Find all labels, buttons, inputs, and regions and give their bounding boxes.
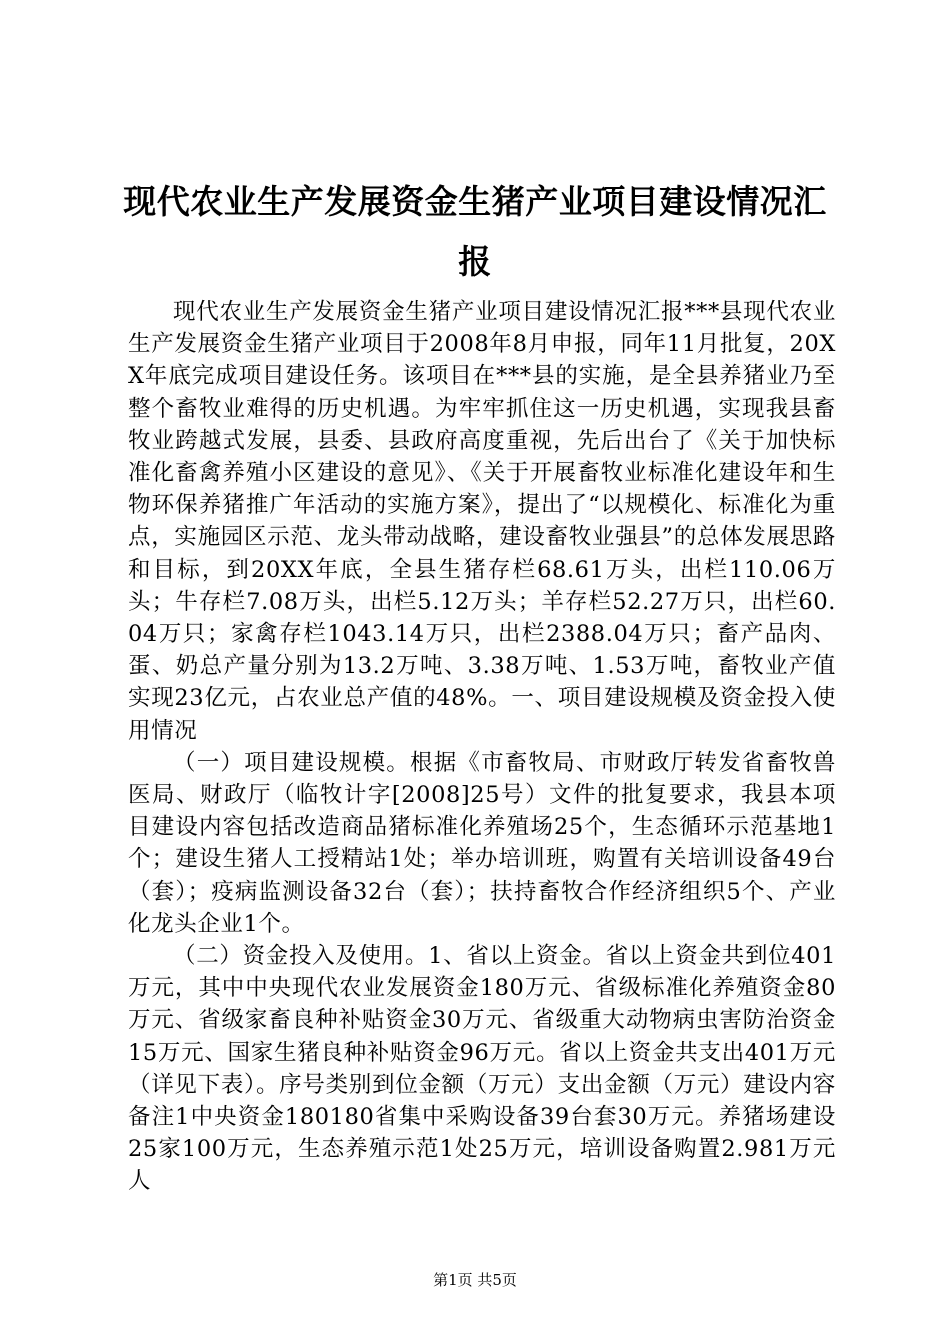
document-title: 现代农业生产发展资金生猪产业项目建设情况汇报	[123, 182, 827, 281]
page-number-footer: 第1页 共5页	[433, 1271, 517, 1289]
paragraph-intro: 现代农业生产发展资金生猪产业项目建设情况汇报***县现代农业生产发展资金生猪产业项目于2008年8月申报，同年11月批复，20XX年底完成项目建设任务。该项目在***县的实施，是全县养猪业乃至整个畜牧业难得的历史机遇。为牢牢抓住这一历史机遇，实现我县畜牧业跨越式发展，县委、县政府高度重视，先后出台了《关于加快标准化畜禽养殖小区建设的意见》、《关于开展畜牧业标准化建设年和生物环保养猪推广年活动的实施方案》，提出了“以规模化、标准化为重点，实施园区示范、龙头带动战略，建设畜牧业强县”的总体发展思路和目标，到20XX年底，全县生猪存栏68.61万头，出栏110.06万头；牛存栏7.08万头，出栏5.12万头；羊存栏52.27万只，出栏60.04万只；家禽存栏1043.14万只，出栏2388.04万只；畜产品肉、蛋、奶总产量分别为13.2万吨、3.38万吨、1.53万吨，畜牧业产值实现23亿元，占农业总产值的48%。一、项目建设规模及资金投入使用情况	[128, 299, 836, 744]
document-body	[128, 296, 836, 1198]
paragraph-funding: （二）资金投入及使用。1、省以上资金。省以上资金共到位401万元，其中中央现代农业发展资金180万元、省级标准化养殖资金80万元、省级家畜良种补贴资金30万元、省级重大动物病虫害防治资金15万元、国家生猪良种补贴资金96万元。省以上资金共支出401万元（详见下表）。序号类别到位金额（万元）支出金额（万元）建设内容备注1中央资金180180省集中采购设备39台套30万元。养猪场建设25家100万元，生态养殖示范1处25万元，培训设备购置2.981万元人	[128, 943, 836, 1195]
paragraph-construction-scale: （一）项目建设规模。根据《市畜牧局、市财政厅转发省畜牧兽医局、财政厅（临牧计字[2008]25号）文件的批复要求，我县本项目建设内容包括改造商品猪标准化养殖场25个，生态循环示范基地1个；建设生猪人工授精站1处；举办培训班，购置有关培训设备49台（套）；疫病监测设备32台（套）；扶持畜牧合作经济组织5个、产业化龙头企业1个。	[128, 749, 836, 937]
